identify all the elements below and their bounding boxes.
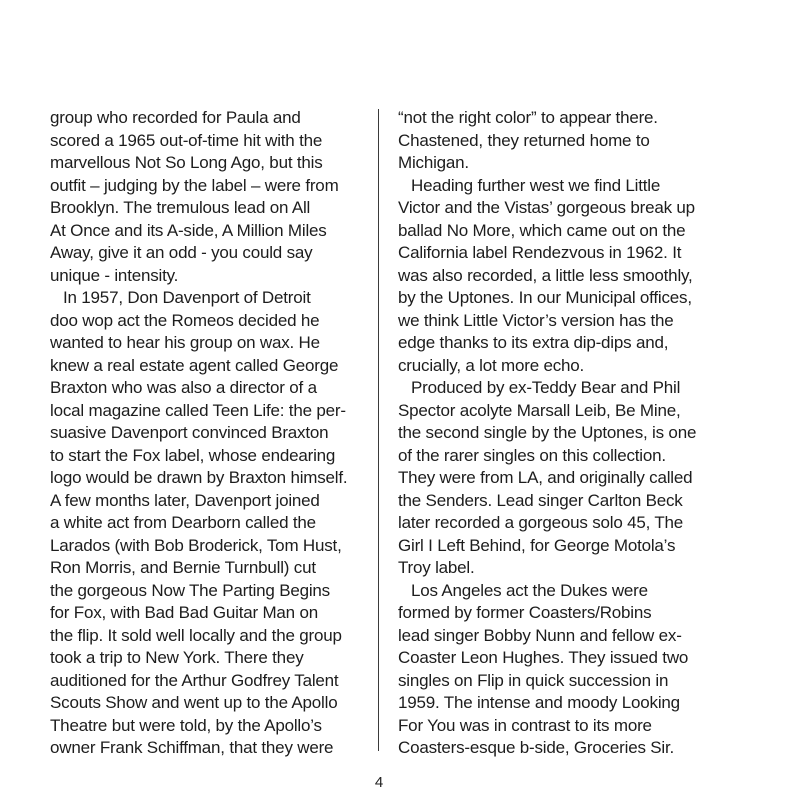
text-line: “not the right color” to appear there.: [398, 108, 658, 127]
text-line: At Once and its A-side, A Million Miles: [50, 220, 327, 240]
text-line: the second single by the Uptones, is one: [398, 423, 697, 442]
text-line: Ron Morris, and Bernie Turnbull) cut: [50, 558, 316, 577]
text-line: unique - intensity.: [50, 265, 179, 285]
text-line: Chastened, they returned home to: [398, 130, 650, 150]
text-line: the gorgeous Now The Parting Begins: [50, 580, 330, 600]
text-line: logo would be drawn by Braxton himself.: [50, 468, 348, 487]
text-line: the Senders. Lead singer Carlton Beck: [398, 490, 683, 510]
text-line: for Fox, with Bad Bad Guitar Man on: [50, 603, 318, 622]
text-line: Troy label.: [398, 558, 475, 577]
text-line: Produced by ex-Teddy Bear and Phil: [411, 378, 681, 397]
text-line: later recorded a gorgeous solo 45, The: [398, 513, 684, 532]
text-line: suasive Davenport convinced Braxton: [50, 423, 329, 442]
text-line: of the rarer singles on this collection.: [398, 445, 666, 465]
column-divider: [378, 109, 379, 751]
text-line: wanted to hear his group on wax. He: [50, 333, 320, 352]
text-line: Girl I Left Behind, for George Motola’s: [398, 535, 676, 555]
page-number: 4: [374, 774, 384, 791]
text-line: Theatre but were told, by the Apollo’s: [50, 715, 322, 735]
text-line: In 1957, Don Davenport of Detroit: [63, 288, 311, 307]
text-line: group who recorded for Paula and: [50, 108, 301, 127]
text-line: Victor and the Vistas’ gorgeous break up: [398, 198, 695, 217]
left-text-column: [50, 107, 362, 760]
text-line: Coaster Leon Hughes. They issued two: [398, 648, 689, 667]
text-line: Los Angeles act the Dukes were: [411, 580, 648, 600]
text-line: marvellous Not So Long Ago, but this: [50, 153, 323, 172]
right-text-column: [398, 107, 706, 760]
text-line: outfit – judging by the label – were from: [50, 175, 339, 195]
text-line: 1959. The intense and moody Looking: [398, 693, 680, 712]
text-line: was also recorded, a little less smoothly,: [398, 265, 693, 285]
text-line: auditioned for the Arthur Godfrey Talent: [50, 670, 339, 690]
text-line: scored a 1965 out-of-time hit with the: [50, 130, 323, 150]
text-line: to start the Fox label, whose endearing: [50, 445, 336, 465]
text-line: California label Rendezvous in 1962. It: [398, 243, 682, 262]
text-line: local magazine called Teen Life: the per-: [50, 400, 346, 420]
text-line: lead singer Bobby Nunn and fellow ex-: [398, 625, 682, 645]
text-line: Braxton who was also a director of a: [50, 378, 317, 397]
text-line: the flip. It sold well locally and the group: [50, 625, 342, 645]
text-line: singles on Flip in quick succession in: [398, 670, 669, 690]
text-line: a white act from Dearborn called the: [50, 513, 316, 532]
text-line: They were from LA, and originally called: [398, 468, 693, 487]
text-line: ballad No More, which came out on the: [398, 220, 686, 240]
text-line: For You was in contrast to its more: [398, 715, 652, 735]
text-line: Spector acolyte Marsall Leib, Be Mine,: [398, 400, 681, 420]
text-line: knew a real estate agent called George: [50, 355, 339, 375]
text-line: by the Uptones. In our Municipal offices,: [398, 288, 692, 307]
text-line: Away, give it an odd - you could say: [50, 243, 313, 262]
text-line: took a trip to New York. There they: [50, 648, 304, 667]
text-line: Brooklyn. The tremulous lead on All: [50, 198, 311, 217]
text-line: edge thanks to its extra dip-dips and,: [398, 333, 669, 352]
text-line: Scouts Show and went up to the Apollo: [50, 693, 338, 712]
text-line: Larados (with Bob Broderick, Tom Hust,: [50, 535, 342, 555]
text-line: doo wop act the Romeos decided he: [50, 310, 320, 330]
text-line: formed by former Coasters/Robins: [398, 603, 652, 622]
text-line: A few months later, Davenport joined: [50, 490, 320, 510]
text-line: Heading further west we find Little: [411, 175, 661, 195]
text-line: Coasters-esque b-side, Groceries Sir.: [398, 738, 675, 757]
text-line: owner Frank Schiffman, that they were: [50, 738, 334, 757]
text-line: crucially, a lot more echo.: [398, 355, 585, 375]
text-line: Michigan.: [398, 153, 469, 172]
text-line: we think Little Victor’s version has the: [398, 310, 674, 330]
